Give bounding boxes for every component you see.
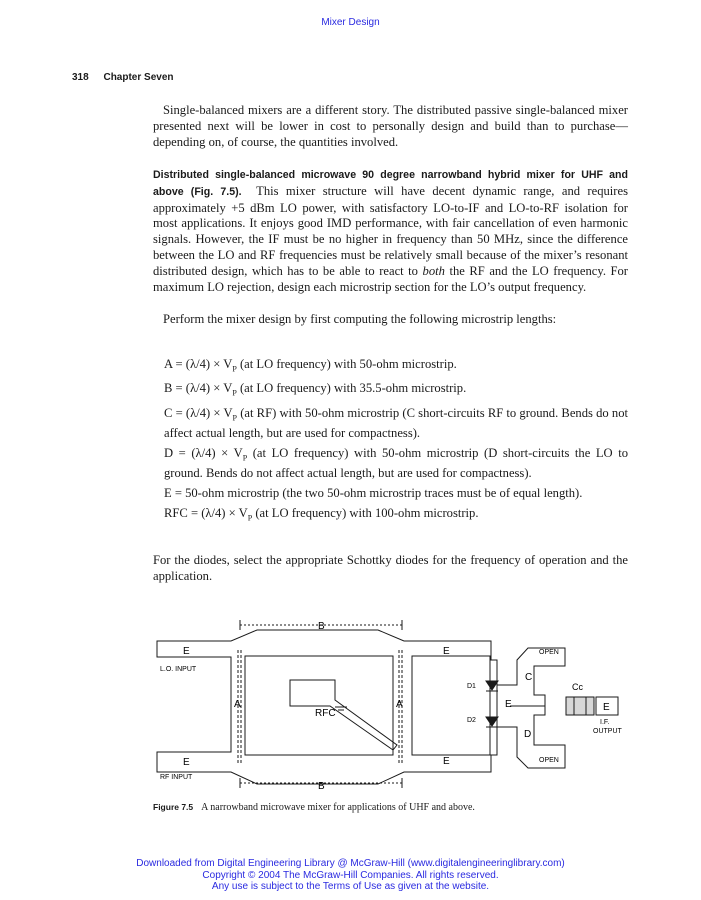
label-d1: D1: [467, 683, 476, 690]
d1-diode: [486, 681, 498, 690]
label-a-left: A: [234, 699, 241, 710]
paragraph-text-a: This mixer structure will have decent dynamic range, and requires approximately +5 dBm LO power, with satisfactory LO-to-IF and LO-to-RF isolation for most applications. It enjoys good IMD performance, with fair cancellation of even harmonic signals. However, the IF must be no higher in frequency than 50 MHz, since the difference between the LO and RF frequencies must be relatively small because of the mixer’s resonant distributed design, which has to be able to react to: [153, 183, 628, 278]
figure-caption-text: A narrowband microwave mixer for applications of UHF and above.: [201, 802, 475, 813]
definition-a: $A = (\lambda/4) \times V_P$ (at LO frequency) with 50-ohm microstrip.: [164, 357, 457, 374]
definition-d: $D = (\lambda/4) \times V_P$ (at LO frequency) with 50-ohm microstrip (D short-circuits the LO to ground. Bends do not affect actual length, but are used for compactness).: [164, 445, 629, 481]
footer-terms[interactable]: Any use is subject to the Terms of Use as given at the website.: [211, 881, 490, 892]
definition-rfc: RFC = $(\lambda/4) \times V_P$ (at LO frequency) with 100-ohm microstrip.: [164, 505, 479, 523]
paragraph-single-balanced: Single-balanced mixers are a different story. The distributed passive single-balanced mixer presented next will be lower in cost to personally design and build than to purchase—depending on, of course, the quantities involved.: [153, 103, 628, 149]
label-e-mid: E: [505, 699, 512, 710]
chapter-title: Chapter Seven: [103, 72, 174, 83]
rfc-stub: [290, 680, 397, 750]
emphasis-both: both: [422, 263, 445, 278]
definition-c: $C = (\lambda/4) \times V_P$ (at RF) with 50-ohm microstrip (C short-circuits RF to ground. Bends do not affect actual length, but are used for compactness).: [164, 405, 628, 440]
label-cc: Cc: [572, 682, 583, 692]
coupling-capacitor: [566, 697, 594, 715]
label-e-if: E: [603, 702, 610, 713]
label-if-output-2: OUTPUT: [593, 728, 622, 735]
label-rfc: RFC: [315, 708, 336, 719]
hybrid-inner-right: [412, 656, 490, 755]
running-title-link[interactable]: Mixer Design: [321, 17, 380, 28]
label-e-right-bottom: E: [443, 756, 450, 767]
section-lead-heading: Distributed single-balanced microwave 90 degree narrowband hybrid mixer for UHF and above (Fig. 7.5).: [153, 169, 628, 198]
footer-copyright: Copyright © 2004 The McGraw-Hill Companies. All rights reserved.: [202, 869, 499, 881]
label-e-right-top: E: [443, 646, 450, 657]
label-d2: D2: [467, 717, 476, 724]
label-e-lo: E: [183, 646, 190, 657]
paragraph-diodes: For the diodes, select the appropriate Schottky diodes for the frequency of operation and the application.: [153, 553, 628, 583]
label-lo-input: L.O. INPUT: [160, 666, 197, 673]
label-c: C: [525, 672, 533, 683]
label-open-top: OPEN: [539, 649, 559, 656]
label-d: D: [524, 729, 532, 740]
footer-notice: [0, 858, 701, 893]
footer-download-link[interactable]: Downloaded from Digital Engineering Library @ McGraw-Hill (www.digitalengineeringlibrary.com): [136, 858, 565, 869]
figure-caption: [153, 802, 475, 813]
label-rf-input: RF INPUT: [160, 774, 193, 781]
label-a-right: A: [396, 699, 403, 710]
figure-label: Figure 7.5: [153, 802, 194, 812]
label-b-top: B: [318, 621, 325, 632]
label-if-output-1: I.F.: [600, 719, 610, 726]
label-open-bottom: OPEN: [539, 757, 559, 764]
definition-e: E = 50-ohm microstrip (the two 50-ohm microstrip traces must be of equal length).: [164, 485, 583, 500]
paragraph-text-b: the RF and the LO frequency. For maximum LO rejection, design each microstrip section for the LO’s output frequency.: [153, 263, 628, 294]
page-number: 318: [72, 72, 89, 83]
label-b-bottom: B: [318, 781, 325, 792]
d2-diode: [486, 717, 498, 726]
label-e-rf: E: [183, 757, 190, 768]
paragraph-perform-design: Perform the mixer design by first computing the following microstrip lengths:: [163, 312, 557, 326]
definition-b: $B = (\lambda/4) \times V_P$ (at LO frequency) with 35.5-ohm microstrip.: [164, 381, 467, 398]
